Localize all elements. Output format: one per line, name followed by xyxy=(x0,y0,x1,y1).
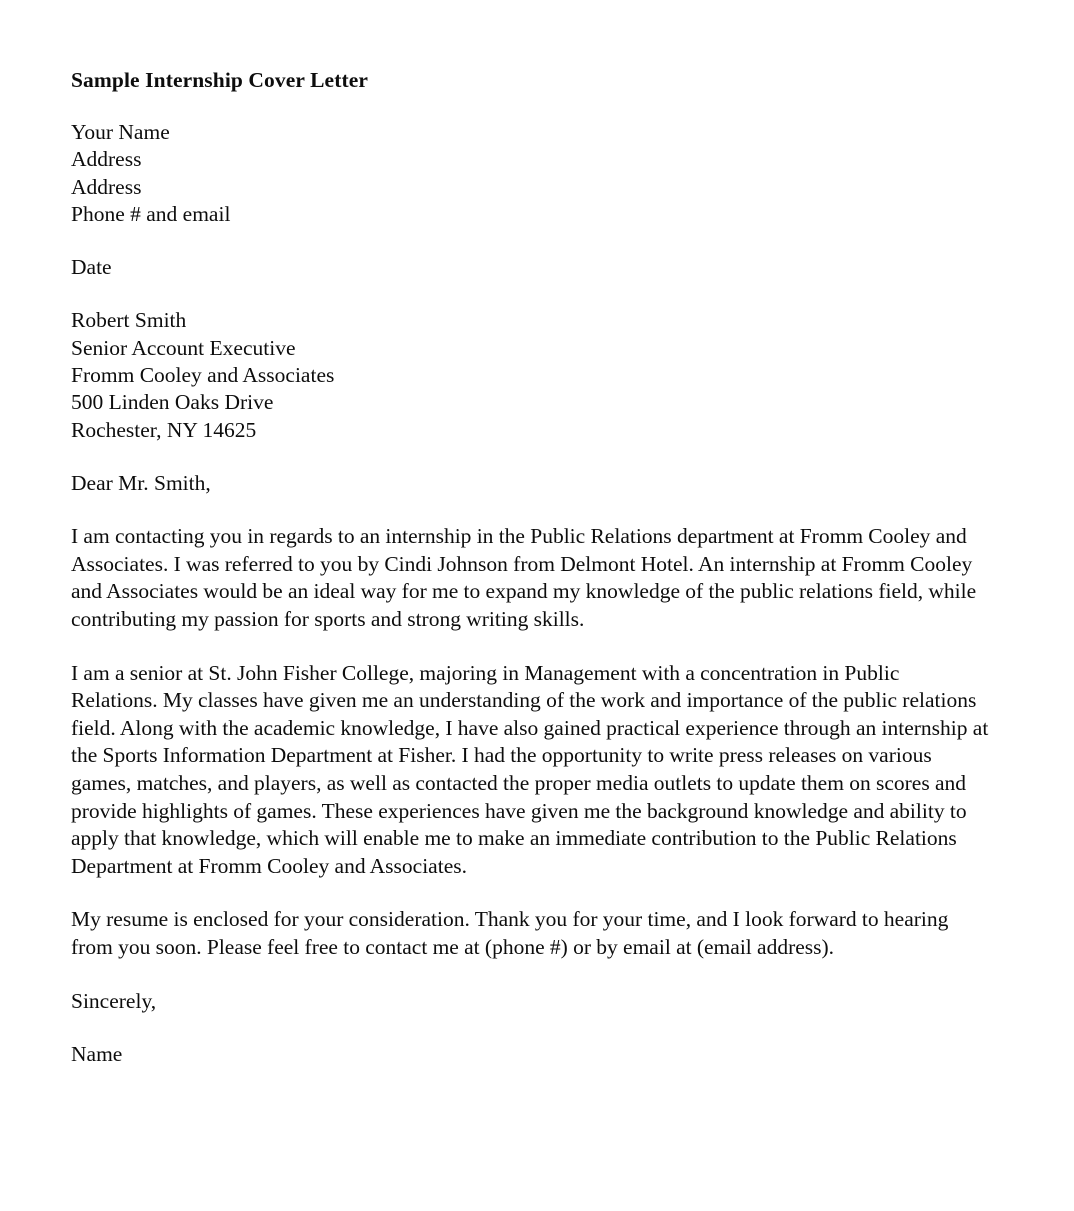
recipient-company-line: Fromm Cooley and Associates xyxy=(71,363,335,388)
sender-address-line-1: Address xyxy=(71,147,142,172)
date-line: Date xyxy=(71,255,112,280)
body-paragraph-1: I am contacting you in regards to an internship in the Public Relations department at Fromm Cooley and Associates. I was referred to you by Cindi Johnson from Delmont Hotel. An internship at Fromm Cooley and Associates would be an ideal way for me to expand my knowledge of the public relations field, while contributing my passion for sports and strong writing skills. xyxy=(71,524,977,632)
recipient-name-line: Robert Smith xyxy=(71,308,187,333)
sender-address-block xyxy=(71,119,990,228)
body-paragraph-2: I am a senior at St. John Fisher College, majoring in Management with a concentration in Public Relations. My classes have given me an understanding of the work and importance of the public relations field. Along with the academic knowledge, I have also gained practical experience through an internship at the Sports Information Department at Fisher. I had the opportunity to write press releases on various games, matches, and players, as well as contacted the proper media outlets to update them on scores and provide highlights of games. These experiences have given me the background knowledge and ability to apply that knowledge, which will enable me to make an immediate contribution to the Public Relations Department at Fromm Cooley and Associates. xyxy=(71,660,989,878)
closing-salutation: Sincerely, xyxy=(71,988,157,1013)
body-paragraph-3: My resume is enclosed for your consideration. Thank you for your time, and I look forward to hearing from you soon. Please feel free to contact me at (phone #) or by email at (email address). xyxy=(71,907,949,959)
recipient-city-state-zip-line: Rochester, NY 14625 xyxy=(71,417,257,442)
sender-contact-line: Phone # and email xyxy=(71,201,231,226)
salutation: Dear Mr. Smith, xyxy=(71,470,211,495)
date-block xyxy=(71,254,990,281)
sender-address-line-2: Address xyxy=(71,174,142,199)
page-title: Sample Internship Cover Letter xyxy=(71,68,369,92)
recipient-address-block xyxy=(71,307,990,443)
sender-name-line: Your Name xyxy=(71,120,170,144)
signature-name: Name xyxy=(71,1041,123,1066)
recipient-title-line: Senior Account Executive xyxy=(71,335,296,360)
salutation-block xyxy=(71,470,990,497)
recipient-street-line: 500 Linden Oaks Drive xyxy=(71,390,274,415)
